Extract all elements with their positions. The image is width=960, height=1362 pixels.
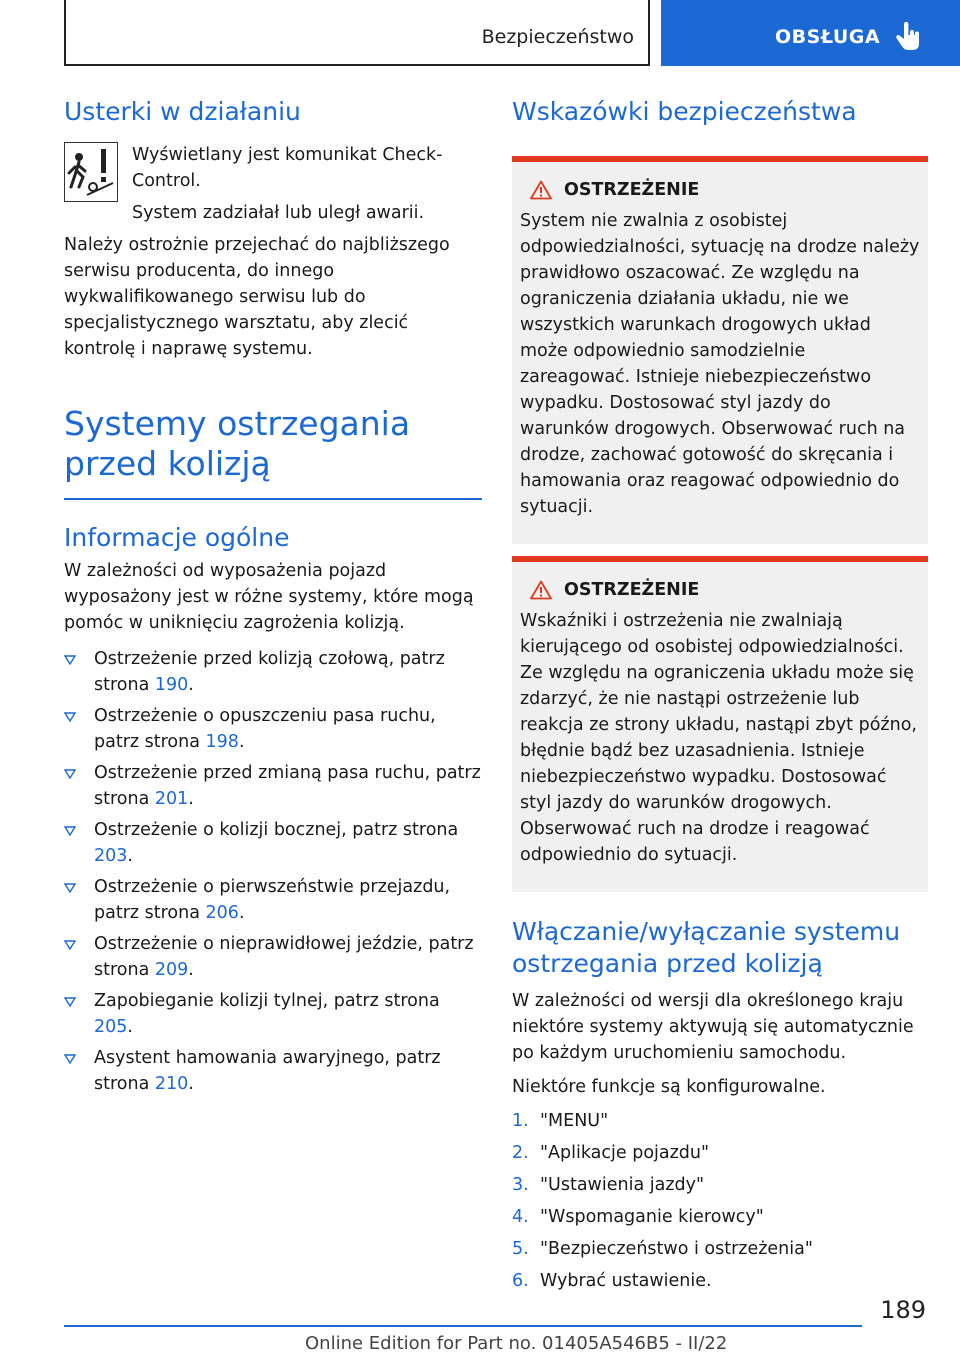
step-text: Wybrać ustawienie. [540, 1271, 712, 1291]
step-text: "Ustawienia jazdy" [540, 1175, 705, 1195]
settings-steps [512, 1108, 928, 1294]
pedestrian-warning-icon [64, 142, 118, 202]
list-item: Ostrzeżenie o nieprawidłowej jeździe, patrz strona 209. [64, 931, 482, 983]
list-item: Ostrzeżenie o kolizji bocznej, patrz strona 203. [64, 817, 482, 869]
header-section-box [64, 0, 650, 66]
chapter-tab[interactable] [661, 0, 960, 66]
list-item: Ostrzeżenie o opuszczeniu pasa ruchu, patrz strona 198. [64, 703, 482, 755]
system-failure-message: System zadziałał lub uległ awarii. [132, 203, 425, 223]
page-link[interactable]: 205 [94, 1017, 128, 1037]
warning-label: OSTRZEŻENIE [564, 180, 700, 200]
bullet-triangle-icon [64, 1054, 76, 1064]
page-number: 189 [880, 1296, 926, 1324]
list-item: Ostrzeżenie o pierwszeństwie przejazdu, patrz strona 206. [64, 874, 482, 926]
list-item-text: Ostrzeżenie przed zmianą pasa ruchu, patrz strona [94, 763, 481, 809]
bullet-triangle-icon [64, 883, 76, 893]
right-column [512, 96, 928, 1300]
bullet-triangle-icon [64, 769, 76, 779]
step-number: 2. [512, 1143, 529, 1163]
page-link[interactable]: 203 [94, 846, 128, 866]
step-item [512, 1108, 928, 1134]
step-number: 5. [512, 1239, 529, 1259]
malfunction-body: Należy ostrożnie przejechać do najbliższego serwisu producenta, do innego wykwalifikowanego serwisu lub do specjalistycznego warsztatu, aby zlecić kontrolę i naprawę systemu. [64, 235, 450, 359]
general-info-title: Informacje ogólne [64, 523, 290, 552]
warning-label: OSTRZEŻENIE [564, 580, 700, 600]
list-item-text: Ostrzeżenie o opuszczeniu pasa ruchu, patrz strona [94, 706, 436, 752]
page-link[interactable]: 206 [205, 903, 239, 923]
step-item [512, 1268, 928, 1294]
warning-text: System nie zwalnia z osobistej odpowiedzialności, sytuację na drodze należy prawidłowo oszacować. Ze względu na ograniczenia działania układu, nie we wszystkich warunkach drogowych układ może odpowiednio samodzielnie zareagować. Istnieje niebezpieczeństwo wypadku. Dostosować styl jazdy do warunków drogowych. Obserwować ruch na drodze, zachować gotowość do skręcania i hamowania oraz reagować odpowiednio do sytuacji. [520, 211, 920, 517]
list-item: Ostrzeżenie przed kolizją czołową, patrz strona 190. [64, 646, 482, 698]
chapter-title: Systemy ostrzegania przed kolizją [64, 404, 411, 483]
list-item-text: Ostrzeżenie o kolizji bocznej, patrz strona [94, 820, 459, 840]
step-item [512, 1140, 928, 1166]
list-item: Zapobieganie kolizji tylnej, patrz strona 205. [64, 988, 482, 1040]
check-control-row [64, 142, 482, 232]
bullet-triangle-icon [64, 826, 76, 836]
check-control-text [132, 142, 482, 232]
page-link[interactable]: 198 [205, 732, 239, 752]
step-number: 1. [512, 1111, 529, 1131]
toggle-intro: W zależności od wersji dla określonego kraju niektóre systemy aktywują się automatycznie po każdym uruchomieniu samochodu. [512, 991, 914, 1063]
left-column [64, 96, 482, 1102]
step-item [512, 1172, 928, 1198]
list-item-text: Asystent hamowania awaryjnego, patrz strona [94, 1048, 441, 1094]
malfunction-title: Usterki w działaniu [64, 97, 301, 126]
warning-triangle-icon [530, 180, 552, 200]
list-item-text: Zapobieganie kolizji tylnej, patrz strona [94, 991, 440, 1011]
step-number: 3. [512, 1175, 529, 1195]
section-title: Bezpieczeństwo [481, 26, 634, 48]
list-item: Asystent hamowania awaryjnego, patrz strona 210. [64, 1045, 482, 1097]
page-link[interactable]: 190 [154, 675, 189, 695]
safety-title: Wskazówki bezpieczeństwa [512, 97, 857, 126]
step-text: "Bezpieczeństwo i ostrzeżenia" [540, 1239, 813, 1259]
edition-info: Online Edition for Part no. 01405A546B5 - II/22 [305, 1333, 728, 1354]
page-link[interactable]: 210 [154, 1074, 189, 1094]
page-link[interactable]: 201 [154, 789, 189, 809]
bullet-triangle-icon [64, 712, 76, 722]
chapter-divider [64, 498, 482, 500]
systems-list [64, 646, 482, 1097]
step-text: "Wspomaganie kierowcy" [540, 1207, 764, 1227]
toggle-configurable-note: Niektóre funkcje są konfigurowalne. [512, 1077, 826, 1097]
list-item-text: Ostrzeżenie o nieprawidłowej jeździe, patrz strona [94, 934, 474, 980]
step-text: "MENU" [540, 1111, 609, 1131]
warning-box [512, 556, 928, 892]
general-info-intro: W zależności od wyposażenia pojazd wyposażony jest w różne systemy, które mogą pomóc w uniknięciu zagrożenia kolizją. [64, 561, 474, 633]
list-item-text: Ostrzeżenie przed kolizją czołową, patrz strona [94, 649, 445, 695]
warning-header [520, 180, 920, 200]
step-number: 6. [512, 1271, 529, 1291]
bullet-triangle-icon [64, 997, 76, 1007]
warning-triangle-icon [530, 580, 552, 600]
warning-box [512, 156, 928, 544]
page-link[interactable]: 209 [154, 960, 189, 980]
list-item-text: Ostrzeżenie o pierwszeństwie przejazdu, patrz strona [94, 877, 451, 923]
step-item [512, 1204, 928, 1230]
bullet-triangle-icon [64, 655, 76, 665]
chapter-label: OBSŁUGA [775, 26, 881, 48]
warning-header [520, 580, 920, 600]
check-control-message: Wyświetlany jest komunikat Check-Control. [132, 145, 443, 191]
toggle-title: Włączanie/wyłączanie systemu ostrzegania przed kolizją [512, 917, 901, 978]
list-item: Ostrzeżenie przed zmianą pasa ruchu, patrz strona 201. [64, 760, 482, 812]
footer-divider [64, 1325, 862, 1327]
step-item [512, 1236, 928, 1262]
hand-pointer-icon [895, 22, 921, 52]
step-text: "Aplikacje pojazdu" [540, 1143, 710, 1163]
bullet-triangle-icon [64, 940, 76, 950]
warning-text: Wskaźniki i ostrzeżenia nie zwalniają kierującego od osobistej odpowiedzialności. Ze względu na ograniczenia układu może się zdarzyć, że nie nastąpi ostrzeżenie lub reakcja ze strony układu, nastąpi zbyt późno, błędnie bądź bez uzasadnienia. Istnieje niebezpieczeństwo wypadku. Dostosować styl jazdy do warunków drogowych. Obserwować ruch na drodze i reagować odpowiednio do sytuacji. [520, 611, 917, 865]
step-number: 4. [512, 1207, 529, 1227]
